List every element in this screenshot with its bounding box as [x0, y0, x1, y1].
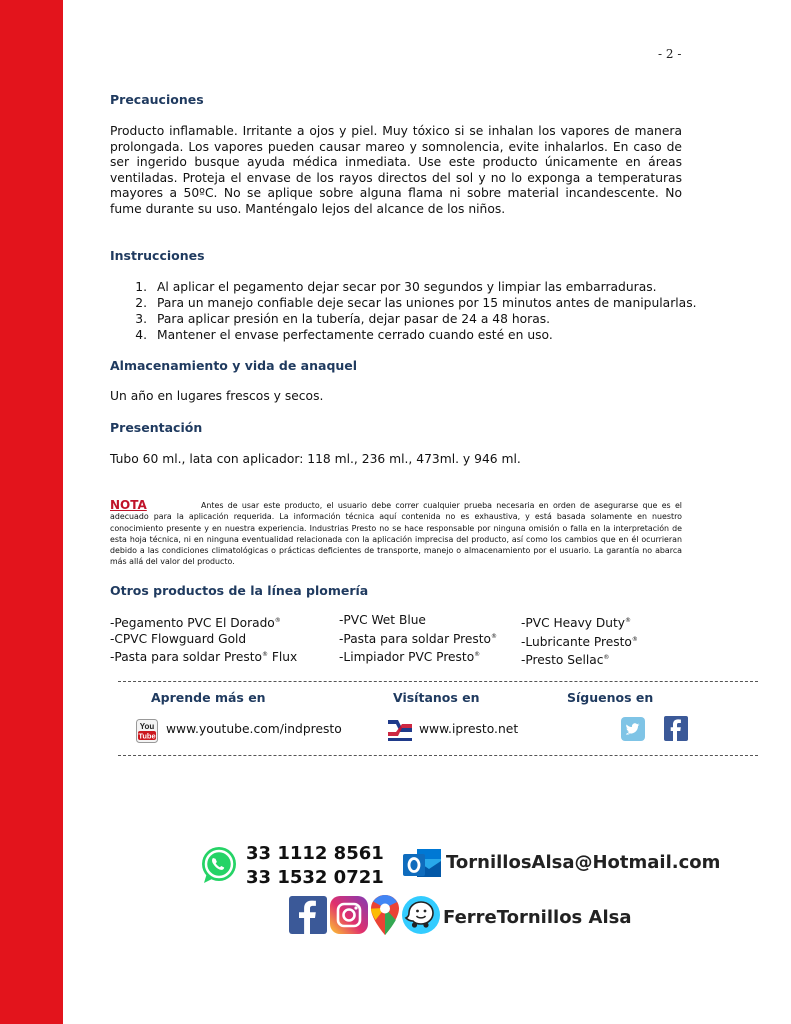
precautions-text: Producto inflamable. Irritante a ojos y piel. Muy tóxico si se inhalan los vapores de manera prolongada. Los vapores pueden causar mareo y somnolencia, evite inhalarlos. En caso de ser ingerido busque ayuda médica inmediata. Use este producto únicamente en áreas ventiladas. Proteja el envase de los rayos directos del sol y no lo exponga a temperaturas mayores a 50ºC. No se aplique sobre alguna flama ni sobre material incandescente. No fume durante su uso. Manténgalo lejos del alcance de los niños. [110, 124, 682, 216]
presentation-text: Tubo 60 ml., lata con aplicador: 118 ml., 236 ml., 473ml. y 946 ml. [110, 452, 521, 466]
list-item: 2. Para un manejo confiable deje secar las uniones por 15 minutos antes de manipularlas. [135, 296, 697, 310]
whatsapp-icon[interactable] [199, 845, 239, 889]
email-address[interactable]: TornillosAlsa@Hotmail.com [446, 852, 721, 873]
presentation-heading: Presentación [110, 420, 203, 435]
page-number: - 2 - [658, 47, 682, 61]
youtube-link[interactable]: www.youtube.com/indpresto [166, 722, 342, 736]
note-text: Antes de usar este producto, el usuario debe correr cualquier prueba necesaria en orden de asegurarse que es el adecuado para la aplicación requerida. La información técnica aquí contenida no es exhaustiva, y está basada solamente en nuestro conocimiento presente y en nuestra experiencia. Industrias Presto no se hace responsable por ninguna omisión o falla en la interpretación de esta hoja técnica, ni en ninguna eventualidad relacionada con la aplicación imprecisa del producto, así como los cambios que en él ocurrieran debido a las condiciones climatológicas o prácticas deficientes de transporte, manejo o almacenamiento por el usuario. La garantía no abarca más allá del valor del producto. [110, 501, 682, 567]
follow-heading: Síguenos en [567, 690, 654, 705]
list-item: -Lubricante Presto® [521, 634, 638, 649]
products-column-1 [110, 613, 297, 666]
twitter-icon[interactable] [621, 717, 645, 745]
precautions-heading: Precauciones [110, 92, 204, 107]
list-item: -PVC Heavy Duty® [521, 616, 631, 630]
list-item: -PVC Wet Blue [339, 613, 426, 627]
phone-1[interactable]: 33 1112 8561 [246, 843, 384, 864]
note-label: NOTA [110, 498, 147, 512]
outlook-icon[interactable] [403, 845, 443, 887]
youtube-icon[interactable] [136, 719, 158, 747]
list-item: -Pasta para soldar Presto® [339, 631, 497, 646]
facebook-icon[interactable] [289, 896, 327, 938]
products-column-2 [339, 613, 497, 666]
waze-icon[interactable] [401, 895, 441, 939]
list-item: -Pasta para soldar Presto® Flux [110, 650, 298, 665]
svg-text:Tube: Tube [138, 731, 156, 741]
facebook-icon[interactable] [664, 716, 688, 745]
divider-bottom [118, 755, 758, 756]
svg-text:You: You [139, 722, 155, 731]
instructions-list [130, 279, 697, 343]
phone-2[interactable]: 33 1532 0721 [246, 867, 384, 888]
divider-top [118, 681, 758, 682]
presto-logo-icon[interactable] [388, 718, 412, 746]
list-item: -Limpiador PVC Presto® [339, 650, 481, 665]
list-item: 3. Para aplicar presión en la tubería, dejar pasar de 24 a 48 horas. [135, 312, 551, 326]
list-item: 4. Mantener el envase perfectamente cerrado cuando esté en uso. [135, 328, 553, 342]
list-item: 1. Al aplicar el pegamento dejar secar por 30 segundos y limpiar las embarraduras. [135, 280, 657, 294]
instagram-icon[interactable] [330, 896, 368, 938]
red-side-bar [0, 0, 63, 1024]
list-item: -Presto Sellac® [521, 653, 610, 668]
brand-name: FerreTornillos Alsa [443, 907, 632, 928]
storage-text: Un año en lugares frescos y secos. [110, 389, 324, 403]
storage-heading: Almacenamiento y vida de anaquel [110, 358, 358, 373]
other-products-heading: Otros productos de la línea plomería [110, 583, 369, 598]
website-link[interactable]: www.ipresto.net [419, 722, 519, 736]
visit-heading: Visítanos en [393, 690, 480, 705]
instructions-heading: Instrucciones [110, 248, 205, 263]
learn-heading: Aprende más en [151, 690, 266, 705]
list-item: -CPVC Flowguard Gold [110, 631, 247, 646]
map-pin-icon[interactable] [370, 894, 400, 940]
products-column-3 [521, 613, 638, 669]
list-item: -Pegamento PVC El Dorado® [110, 616, 281, 630]
